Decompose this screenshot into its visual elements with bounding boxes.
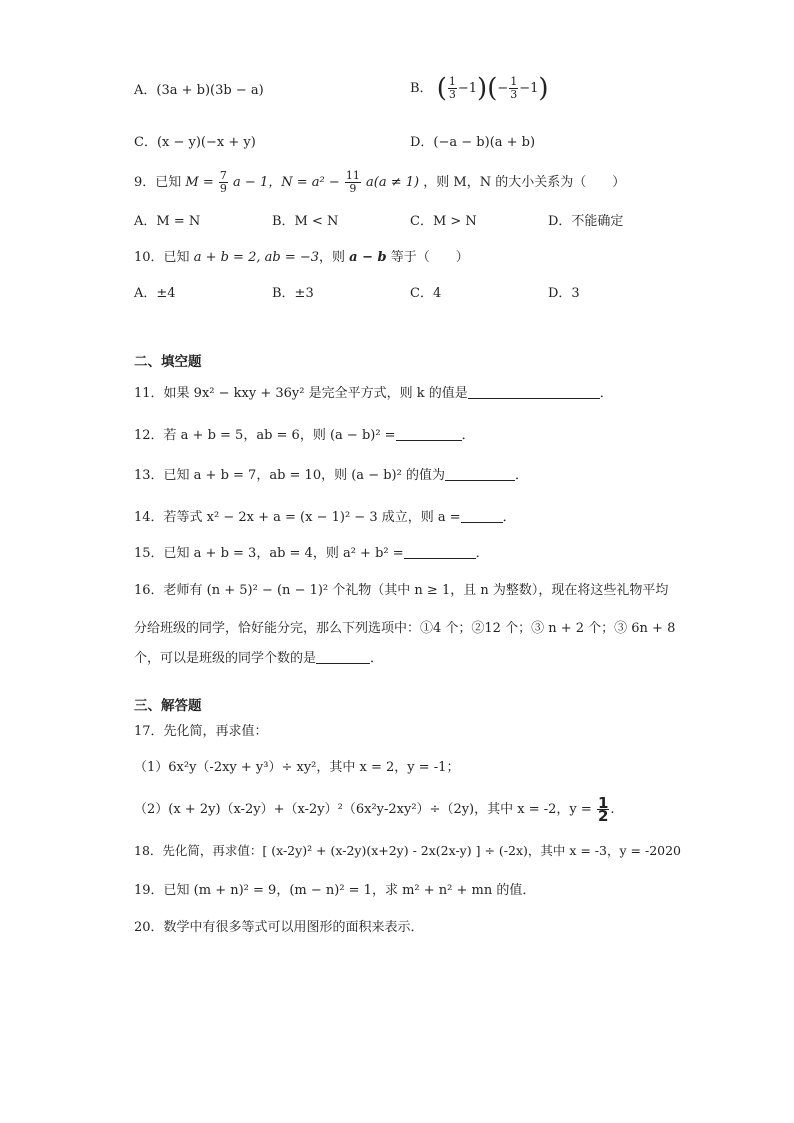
q9-suffix: ，则 M，N 的大小关系为（ ）	[423, 175, 626, 190]
q9-option-d: D．不能确定	[548, 214, 624, 229]
q17-part2-text: （2）(x + 2y)（x-2y）+（x-2y）²（6x²y-2xy²）÷（2y)，其中 x = -2，y =	[134, 802, 592, 817]
q16-line3-text: 个，可以是班级的同学个数的是	[134, 651, 317, 666]
q8-option-b: B． ( $\frac{1}{3}$ −1)(− $\frac{1}{3}$ −1)	[410, 73, 549, 104]
q10-mid: ，则	[319, 250, 346, 265]
question-17-part2	[134, 794, 615, 825]
q8-option-b-label: B．	[410, 81, 433, 96]
q15-text: 15．已知 a + b = 3，ab = 4，则 a² + b² =	[134, 546, 404, 561]
question-17-part1: （1）6x²y（-2xy + y³）÷ xy²，其中 x = 2，y = -1；	[134, 760, 460, 775]
question-15	[134, 545, 489, 563]
question-10	[134, 249, 469, 267]
question-16-line3	[134, 650, 383, 668]
question-12	[134, 427, 475, 445]
q10-option-b: B．±3	[272, 286, 314, 301]
q9-option-b: B．M < N	[272, 214, 339, 229]
q9-mid1: a − 1，N = a² −	[233, 175, 340, 190]
q9-frac1-num: 7	[219, 169, 227, 182]
q10-option-c: C．4	[410, 286, 442, 301]
q9-option-a: A．M = N	[134, 214, 201, 229]
q14-text: 14．若等式 x² − 2x + a = (x − 1)² − 3 成立，则 a =	[134, 510, 461, 525]
question-14	[134, 509, 516, 527]
q17-half-num: 1	[597, 794, 609, 812]
q14-answer-blank[interactable]	[461, 509, 503, 523]
q13-text: 13．已知 a + b = 7，ab = 10，则 (a − b)² 的值为	[134, 468, 445, 483]
q9-frac2-den: 9	[349, 182, 357, 195]
question-20: 20．数学中有很多等式可以用图形的面积来表示．	[134, 920, 424, 935]
q8-option-d: D．(−a − b)(a + b)	[410, 135, 536, 150]
section-heading-fill-blank: 二、填空题	[134, 354, 202, 370]
question-16-line1: 16．老师有 (n + 5)² − (n − 1)² 个礼物（其中 n ≥ 1，且 n 为整数），现在将这些礼物平均	[134, 583, 669, 598]
question-17-title: 17．先化简，再求值：	[134, 724, 268, 739]
q10-ask: a − b	[349, 250, 387, 265]
q13-answer-blank[interactable]	[445, 467, 515, 481]
question-16-line2: 分给班级的同学，恰好能分完，那么下列选项中：①4 个；②12 个；③ n + 2 个；③ 6n + 8	[134, 621, 676, 636]
q10-option-d: D．3	[548, 286, 580, 301]
q9-m-lhs: M =	[185, 175, 214, 190]
question-18: 18．先化简，再求值：[ (x-2y)² + (x-2y)(x+2y) - 2x(2x-y) ] ÷ (-2x)，其中 x = -3，y = -2020	[134, 843, 682, 858]
q16-answer-blank[interactable]	[316, 650, 370, 664]
question-19: 19．已知 (m + n)² = 9，(m − n)² = 1，求 m² + n² + mn 的值．	[134, 883, 536, 898]
q14-end: ．	[502, 510, 516, 525]
q9-frac2-num: 11	[345, 169, 360, 182]
q9-frac1-den: 9	[219, 182, 227, 195]
question-9	[134, 170, 625, 195]
question-13	[134, 467, 528, 485]
q16-end: ．	[370, 651, 384, 666]
q10-option-a: A．±4	[134, 286, 176, 301]
q8-option-a: A．(3a + b)(3b − a)	[134, 83, 264, 98]
q9-mid2: a(a ≠ 1)	[366, 175, 420, 190]
q11-text: 11．如果 9x² − kxy + 36y² 是完全平方式，则 k 的值是	[134, 386, 468, 401]
q17-half-den: 2	[597, 807, 609, 825]
q9-prefix: 9．已知	[134, 175, 182, 190]
q15-end: ．	[475, 546, 489, 561]
q11-end: ．	[599, 386, 613, 401]
q9-option-c: C．M > N	[410, 214, 477, 229]
q12-text: 12．若 a + b = 5，ab = 6，则 (a − b)² =	[134, 428, 396, 443]
q13-end: ．	[514, 468, 528, 483]
section-heading-solve: 三、解答题	[134, 698, 202, 714]
q17-part2-end: .	[610, 802, 615, 817]
q10-prefix: 10．已知	[134, 250, 190, 265]
q11-answer-blank[interactable]	[468, 385, 600, 399]
q12-answer-blank[interactable]	[396, 427, 462, 441]
question-11	[134, 385, 613, 403]
q10-expr: a + b = 2, ab = −3	[193, 250, 320, 265]
q8-option-c: C．(x − y)(−x + y)	[134, 135, 256, 150]
q12-end: ．	[461, 428, 475, 443]
q10-suffix: 等于（ ）	[390, 250, 469, 265]
q15-answer-blank[interactable]	[404, 545, 476, 559]
